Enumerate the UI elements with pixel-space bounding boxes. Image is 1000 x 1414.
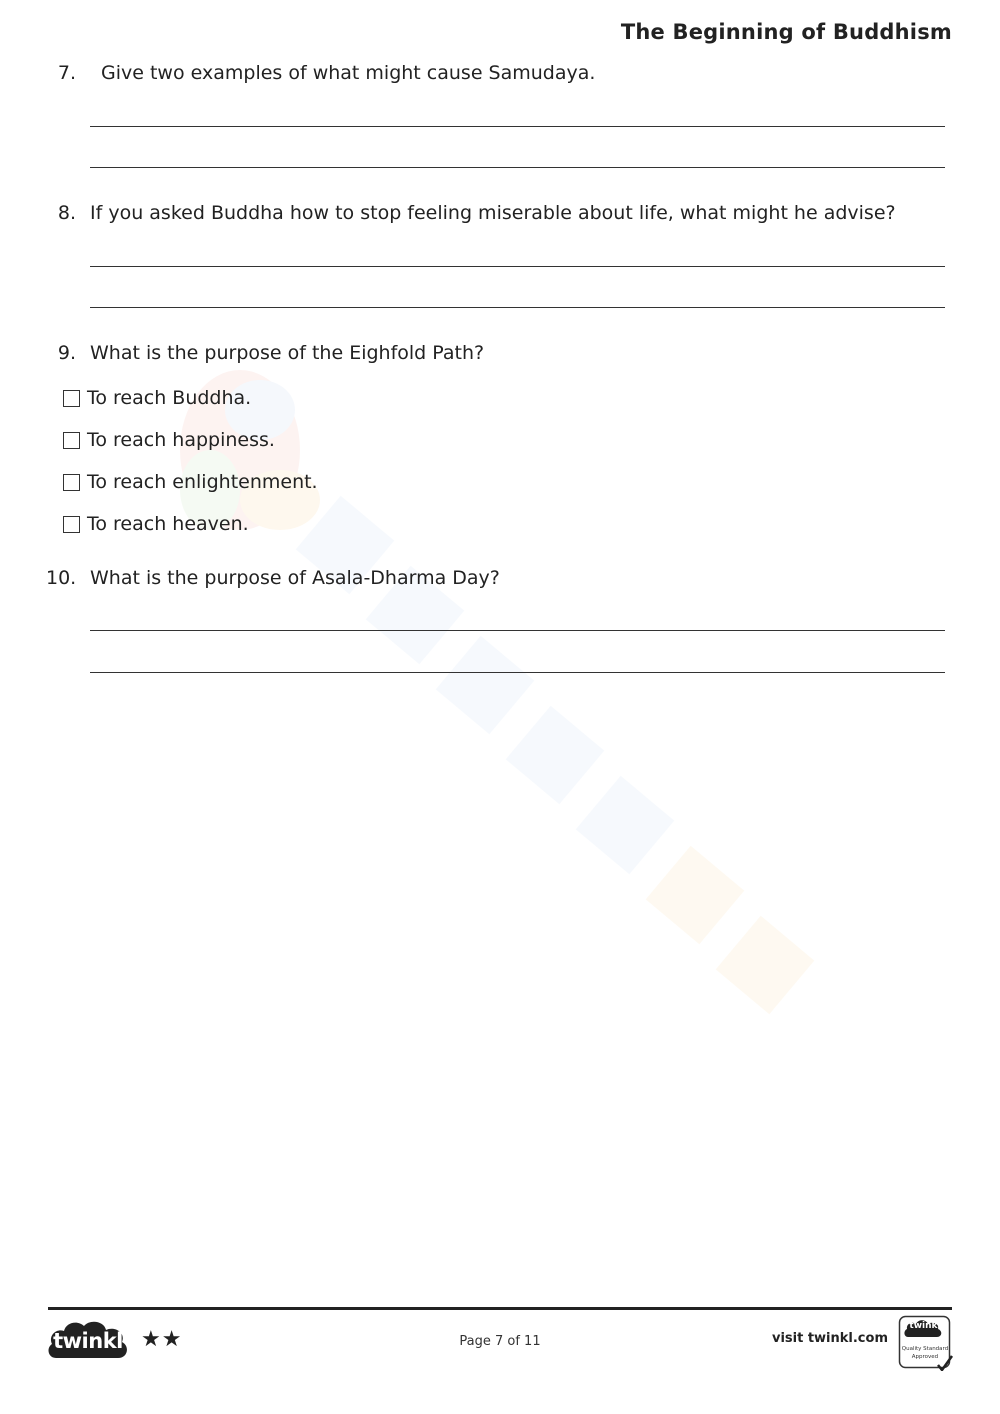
badge-line-2: Approved xyxy=(911,1354,939,1360)
page-number: Page 7 of 11 xyxy=(459,1334,541,1349)
question-number: 10. xyxy=(46,567,77,589)
badge-brand: twinkl xyxy=(909,1321,941,1331)
option-1 xyxy=(63,386,251,410)
answer-line[interactable] xyxy=(90,126,945,127)
question-number: 8. xyxy=(57,202,76,224)
question-number: 7. xyxy=(57,62,76,84)
answer-line[interactable] xyxy=(90,167,945,168)
option-4 xyxy=(63,512,249,536)
answer-line[interactable] xyxy=(90,266,945,267)
checkbox-icon[interactable] xyxy=(63,516,80,533)
option-label: To reach Buddha. xyxy=(87,387,252,409)
answer-line[interactable] xyxy=(90,307,945,308)
option-label: To reach happiness. xyxy=(87,429,275,451)
badge-line-1: Quality Standard xyxy=(901,1346,949,1352)
checkbox-icon[interactable] xyxy=(63,390,80,407)
logo-text: twinkl xyxy=(53,1329,123,1353)
question-number: 9. xyxy=(57,342,76,364)
question-text: Give two examples of what might cause Samudaya. xyxy=(101,62,596,84)
page-title: The Beginning of Buddhism xyxy=(620,20,952,44)
question-text: What is the purpose of the Eighfold Path? xyxy=(90,342,485,364)
option-3 xyxy=(63,470,318,494)
question-text: If you asked Buddha how to stop feeling miserable about life, what might he advise? xyxy=(90,202,896,224)
answer-line[interactable] xyxy=(90,672,945,673)
quality-badge-icon xyxy=(898,1315,954,1371)
option-2 xyxy=(63,428,275,452)
question-text: What is the purpose of Asala-Dharma Day? xyxy=(90,567,500,589)
checkbox-icon[interactable] xyxy=(63,474,80,491)
visit-link[interactable]: visit twinkl.com xyxy=(771,1331,888,1346)
answer-line[interactable] xyxy=(90,630,945,631)
star-icon: ★★ xyxy=(141,1327,183,1352)
checkbox-icon[interactable] xyxy=(63,432,80,449)
footer-divider xyxy=(48,1307,952,1310)
option-label: To reach enlightenment. xyxy=(87,471,318,493)
option-label: To reach heaven. xyxy=(87,513,249,535)
